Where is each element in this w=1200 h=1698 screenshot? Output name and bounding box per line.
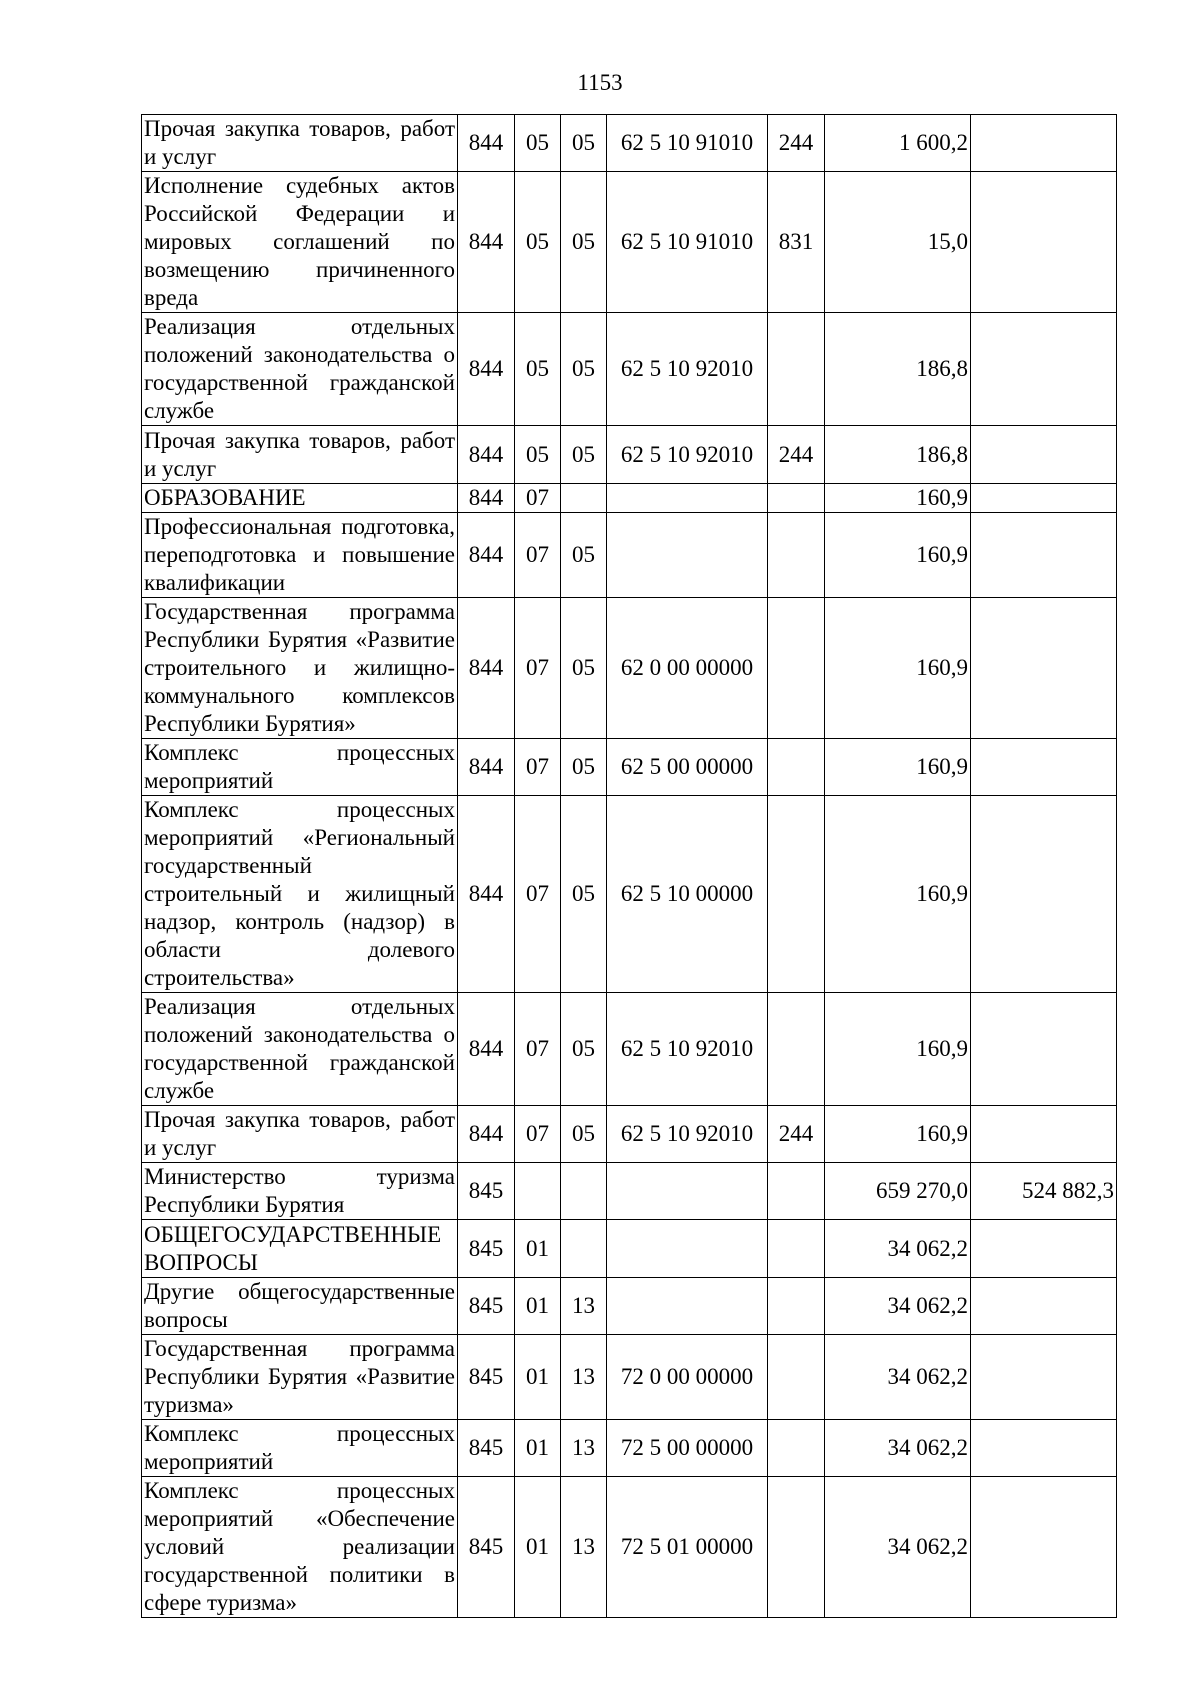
amount-secondary [971,172,1117,313]
subsection-code [561,1163,607,1220]
amount: 34 062,2 [825,1420,971,1477]
amount: 160,9 [825,993,971,1106]
item-name: Комплекс процессных мероприятий «Региональный государственный строительный и жилищный надзор, контроль (надзор) в области долевого строительства» [142,796,458,993]
table-row [142,1163,1117,1220]
amount-secondary [971,1335,1117,1420]
section-code: 07 [515,484,561,513]
section-code [515,1163,561,1220]
item-name: Государственная программа Республики Бурятия «Развитие туризма» [142,1335,458,1420]
subsection-code: 13 [561,1420,607,1477]
subsection-code: 05 [561,598,607,739]
page-number: 1153 [577,70,623,95]
subsection-code: 05 [561,739,607,796]
item-name: Другие общегосударственные вопросы [142,1278,458,1335]
table-row [142,598,1117,739]
gr-code: 845 [458,1335,515,1420]
amount-secondary [971,1420,1117,1477]
gr-code: 844 [458,172,515,313]
expense-type-code [768,1278,825,1335]
target-article-code: 72 5 01 00000 [607,1477,768,1618]
amount: 160,9 [825,796,971,993]
amount-secondary [971,1106,1117,1163]
subsection-code: 05 [561,313,607,426]
expense-type-code: 831 [768,172,825,313]
amount-secondary [971,426,1117,484]
expense-type-code [768,1335,825,1420]
gr-code: 844 [458,993,515,1106]
amount: 160,9 [825,739,971,796]
gr-code: 845 [458,1477,515,1618]
item-name: ОБЩЕГОСУДАРСТВЕННЫЕ ВОПРОСЫ [142,1220,458,1278]
amount-secondary [971,1220,1117,1278]
table-row [142,313,1117,426]
gr-code: 844 [458,1106,515,1163]
expense-type-code: 244 [768,1106,825,1163]
section-code: 05 [515,172,561,313]
section-code: 07 [515,993,561,1106]
amount-secondary [971,1477,1117,1618]
target-article-code: 62 0 00 00000 [607,598,768,739]
target-article-code: 62 5 10 92010 [607,313,768,426]
item-name: Комплекс процессных мероприятий [142,739,458,796]
amount: 34 062,2 [825,1335,971,1420]
gr-code: 844 [458,796,515,993]
item-name: Реализация отдельных положений законодательства о государственной гражданской службе [142,313,458,426]
amount: 160,9 [825,1106,971,1163]
gr-code: 845 [458,1220,515,1278]
amount: 659 270,0 [825,1163,971,1220]
expense-type-code [768,796,825,993]
amount-secondary [971,993,1117,1106]
gr-code: 844 [458,598,515,739]
subsection-code [561,1220,607,1278]
item-name: Реализация отдельных положений законодательства о государственной гражданской службе [142,993,458,1106]
amount: 186,8 [825,313,971,426]
section-code: 05 [515,426,561,484]
item-name: Государственная программа Республики Бурятия «Развитие строительного и жилищно-коммунального комплексов Республики Бурятия» [142,598,458,739]
subsection-code: 13 [561,1278,607,1335]
amount: 160,9 [825,513,971,598]
target-article-code: 62 5 10 92010 [607,1106,768,1163]
section-code: 01 [515,1335,561,1420]
gr-code: 845 [458,1278,515,1335]
amount: 160,9 [825,484,971,513]
expense-type-code [768,313,825,426]
target-article-code: 72 5 00 00000 [607,1420,768,1477]
table-row [142,172,1117,313]
item-name: Профессиональная подготовка, переподготовка и повышение квалификации [142,513,458,598]
gr-code: 844 [458,739,515,796]
target-article-code [607,1220,768,1278]
target-article-code: 62 5 10 00000 [607,796,768,993]
amount: 34 062,2 [825,1220,971,1278]
table-row [142,739,1117,796]
expense-type-code [768,513,825,598]
amount: 15,0 [825,172,971,313]
item-name: Прочая закупка товаров, работ и услуг [142,115,458,172]
subsection-code: 05 [561,993,607,1106]
amount-secondary [971,796,1117,993]
section-code: 05 [515,313,561,426]
table-row [142,1420,1117,1477]
section-code: 07 [515,796,561,993]
amount-secondary [971,739,1117,796]
amount-secondary [971,513,1117,598]
table-row [142,1220,1117,1278]
table-row [142,484,1117,513]
subsection-code: 05 [561,796,607,993]
amount-secondary [971,598,1117,739]
section-code: 07 [515,598,561,739]
subsection-code: 13 [561,1477,607,1618]
section-code: 01 [515,1278,561,1335]
target-article-code: 62 5 10 92010 [607,426,768,484]
gr-code: 844 [458,313,515,426]
amount: 34 062,2 [825,1477,971,1618]
target-article-code [607,513,768,598]
expense-type-code [768,739,825,796]
expense-type-code: 244 [768,115,825,172]
table-row [142,426,1117,484]
target-article-code [607,484,768,513]
expense-type-code: 244 [768,426,825,484]
subsection-code: 05 [561,426,607,484]
gr-code: 845 [458,1420,515,1477]
gr-code: 844 [458,115,515,172]
amount-secondary [971,1278,1117,1335]
amount-secondary: 524 882,3 [971,1163,1117,1220]
table-row [142,115,1117,172]
expense-type-code [768,1420,825,1477]
target-article-code: 62 5 00 00000 [607,739,768,796]
subsection-code: 05 [561,115,607,172]
subsection-code [561,484,607,513]
amount-secondary [971,313,1117,426]
section-code: 05 [515,115,561,172]
item-name: Комплекс процессных мероприятий [142,1420,458,1477]
section-code: 07 [515,1106,561,1163]
amount: 1 600,2 [825,115,971,172]
expense-type-code [768,993,825,1106]
target-article-code: 72 0 00 00000 [607,1335,768,1420]
expense-type-code [768,484,825,513]
subsection-code: 13 [561,1335,607,1420]
expense-type-code [768,1477,825,1618]
table-row [142,1106,1117,1163]
item-name: ОБРАЗОВАНИЕ [142,484,458,513]
section-code: 01 [515,1477,561,1618]
gr-code: 844 [458,426,515,484]
subsection-code: 05 [561,172,607,313]
section-code: 07 [515,739,561,796]
section-code: 07 [515,513,561,598]
gr-code: 844 [458,484,515,513]
table-row [142,1278,1117,1335]
section-code: 01 [515,1420,561,1477]
table-row [142,1477,1117,1618]
amount-secondary [971,115,1117,172]
target-article-code [607,1163,768,1220]
table-row [142,993,1117,1106]
expense-type-code [768,1220,825,1278]
subsection-code: 05 [561,1106,607,1163]
target-article-code [607,1278,768,1335]
gr-code: 844 [458,513,515,598]
section-code: 01 [515,1220,561,1278]
target-article-code: 62 5 10 91010 [607,172,768,313]
table-row [142,796,1117,993]
gr-code: 845 [458,1163,515,1220]
table-row [142,1335,1117,1420]
amount: 34 062,2 [825,1278,971,1335]
target-article-code: 62 5 10 92010 [607,993,768,1106]
amount: 160,9 [825,598,971,739]
item-name: Комплекс процессных мероприятий «Обеспечение условий реализации государственной политики в сфере туризма» [142,1477,458,1618]
item-name: Прочая закупка товаров, работ и услуг [142,1106,458,1163]
amount: 186,8 [825,426,971,484]
budget-table [141,114,1117,1618]
target-article-code: 62 5 10 91010 [607,115,768,172]
expense-type-code [768,598,825,739]
item-name: Исполнение судебных актов Российской Федерации и мировых соглашений по возмещению причиненного вреда [142,172,458,313]
expense-type-code [768,1163,825,1220]
amount-secondary [971,484,1117,513]
item-name: Прочая закупка товаров, работ и услуг [142,426,458,484]
subsection-code: 05 [561,513,607,598]
item-name: Министерство туризма Республики Бурятия [142,1163,458,1220]
table-row [142,513,1117,598]
